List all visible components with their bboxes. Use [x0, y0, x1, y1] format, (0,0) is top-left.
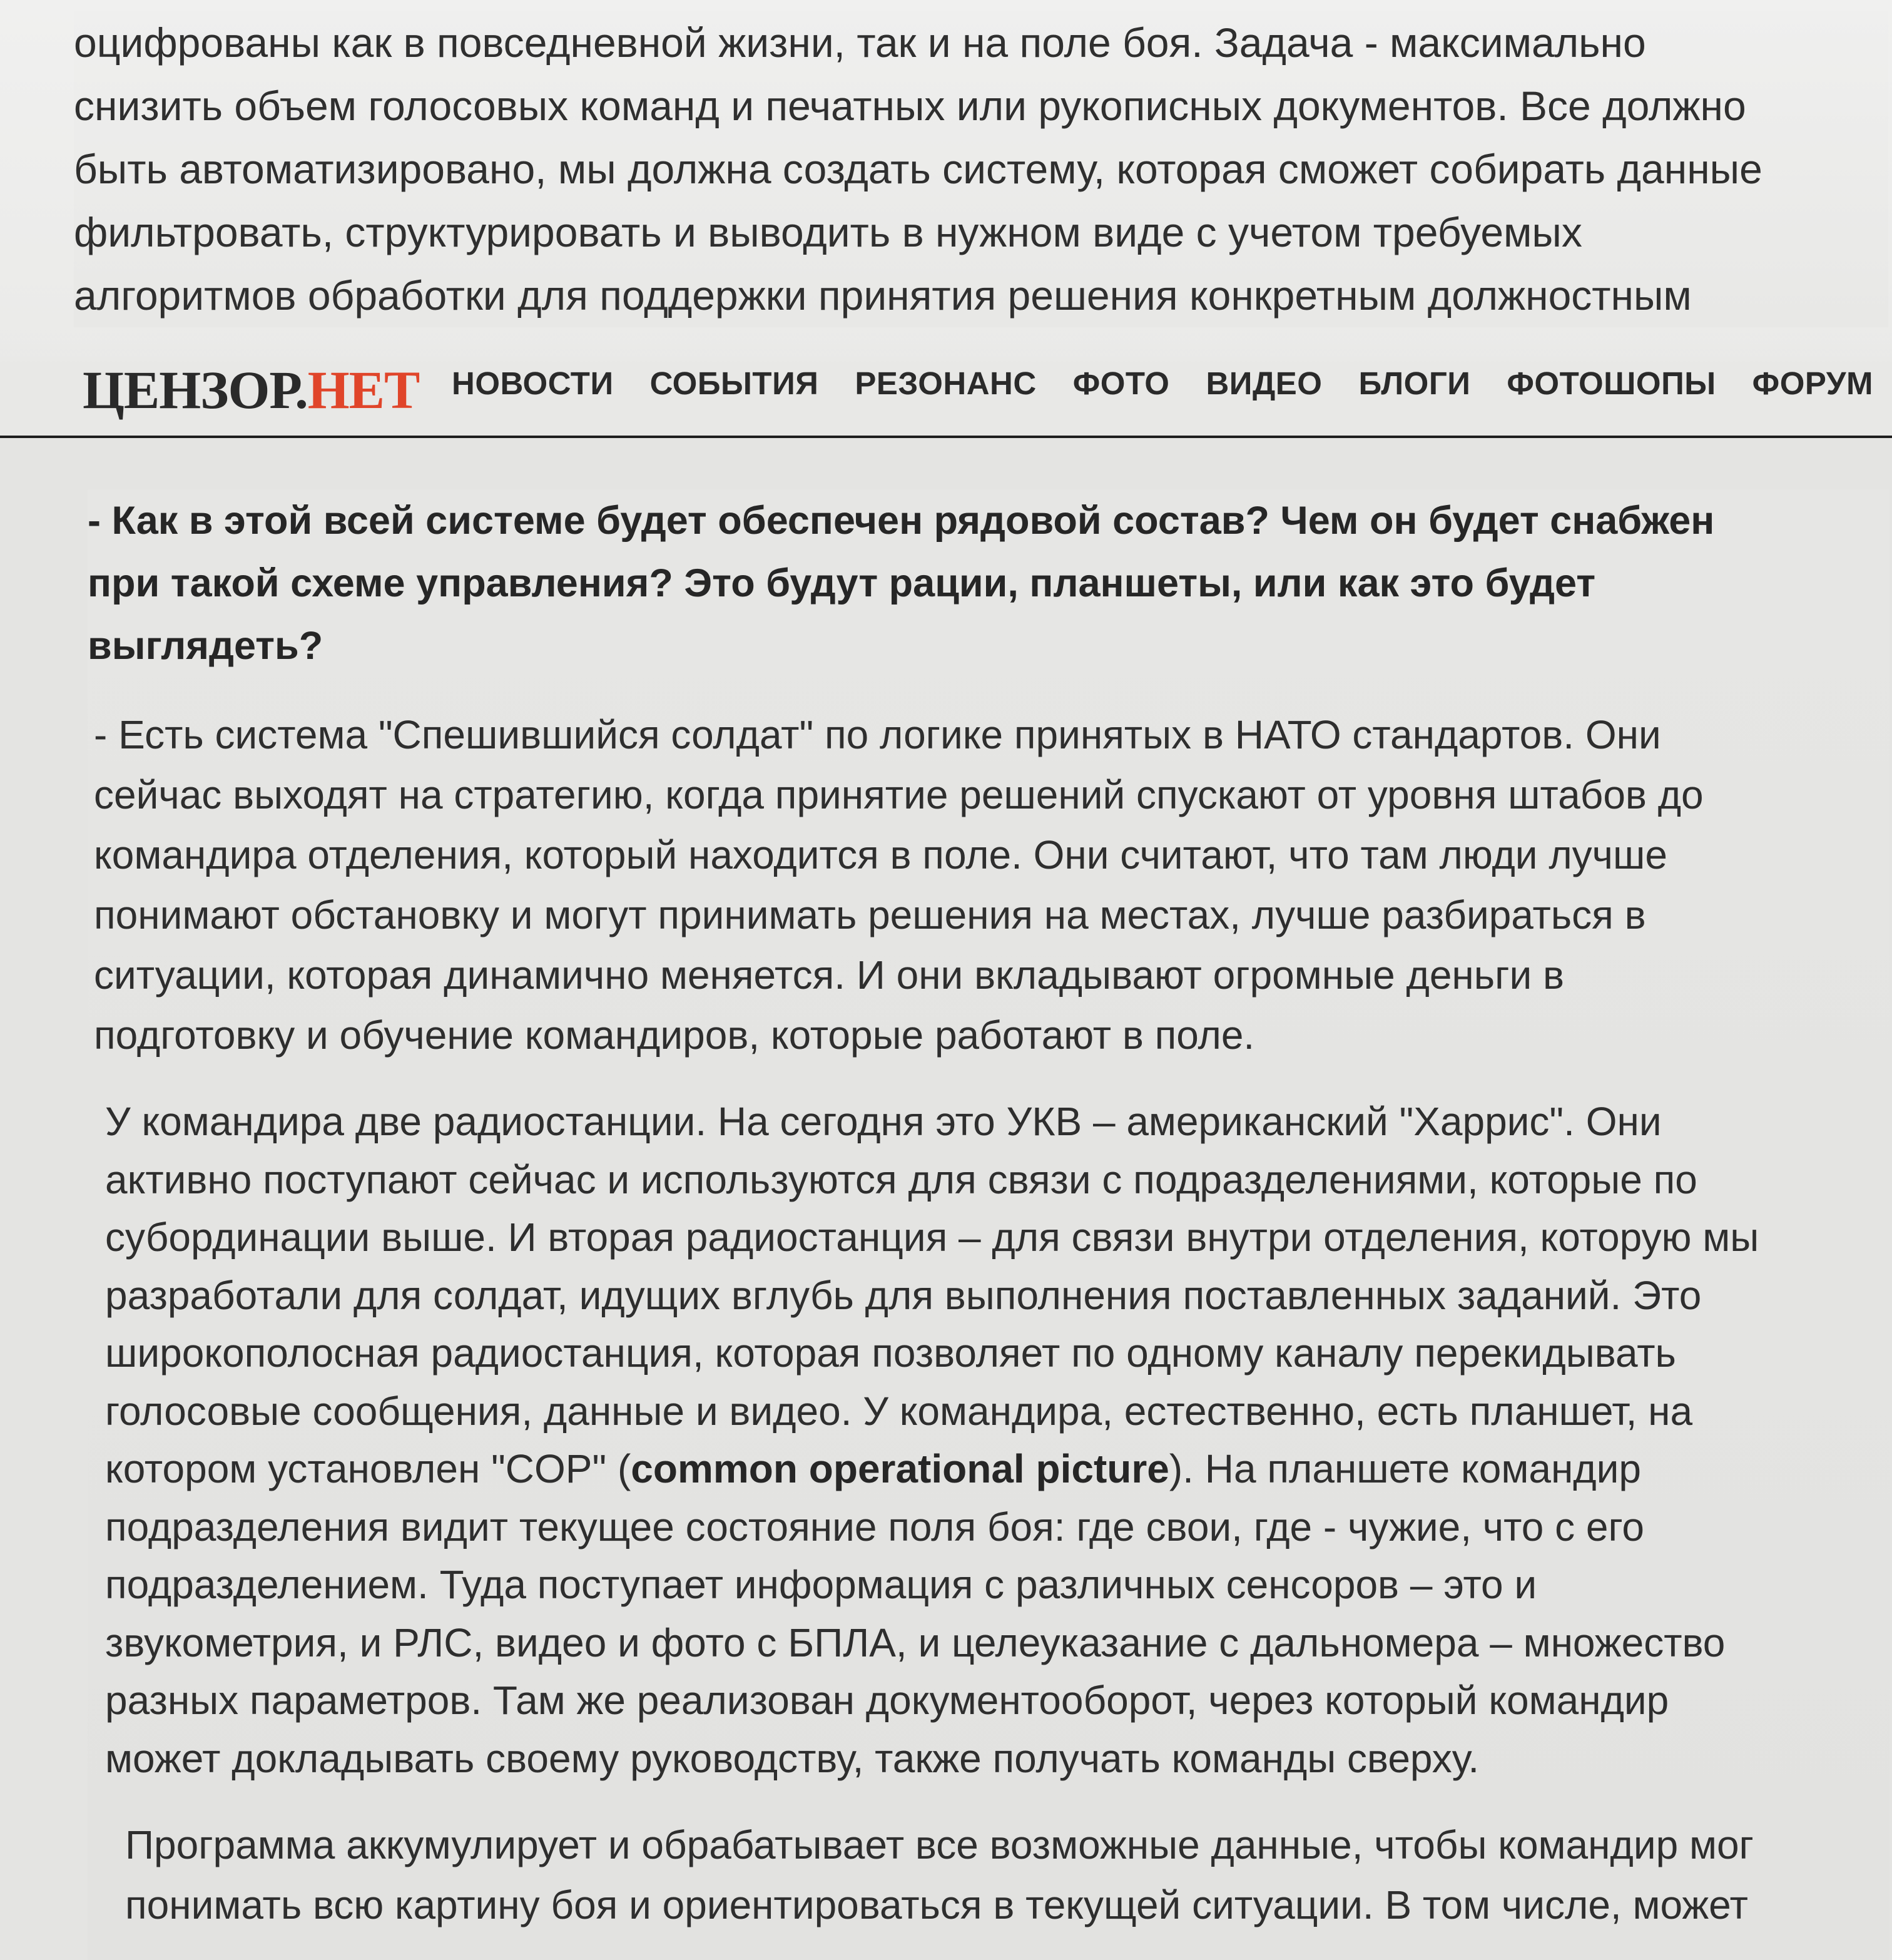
main-nav — [452, 365, 1892, 402]
logo-dot: . — [295, 360, 308, 420]
logo-part2: НЕТ — [307, 360, 420, 420]
nav-item-blogs[interactable]: БЛОГИ — [1358, 365, 1471, 401]
article-body — [88, 489, 1889, 1960]
text-line: активно поступают сейчас и используются для связи с подразделениями, которые по — [105, 1156, 1697, 1202]
text-line: звукометрия, и РЛС, видео и фото с БПЛА, и целеуказание с дальномера – множество — [105, 1620, 1726, 1665]
text-line: разных параметров. Там же реализован документооборот, через который командир — [105, 1678, 1669, 1723]
nav-item-video[interactable]: ВИДЕО — [1206, 365, 1323, 401]
nav-item-forum[interactable]: ФОРУМ — [1752, 365, 1873, 401]
site-logo[interactable] — [83, 359, 419, 421]
radio-paragraph — [105, 1093, 1889, 1787]
text-line: быть автоматизировано, мы должна создать систему, которая сможет собирать данные — [74, 146, 1762, 192]
nav-item-news[interactable]: НОВОСТИ — [452, 365, 614, 401]
text-line: - Есть система "Спешившийся солдат" по логике принятых в НАТО стандартов. Они — [94, 712, 1661, 757]
text-line: сейчас выходят на стратегию, когда принятие решений спускают от уровня штабов до — [94, 772, 1704, 817]
text-line: субординации выше. И вторая радиостанция – для связи внутри отделения, которую мы — [105, 1215, 1759, 1260]
text-line: алгоритмов обработки для поддержки принятия решения конкретным должностным — [74, 272, 1692, 319]
text-line: понимают обстановку и могут принимать решения на местах, лучше разбираться в — [94, 892, 1646, 937]
cop-bold-term: common operational picture — [631, 1446, 1169, 1491]
text-line: У командира две радиостанции. На сегодня это УКВ – американский "Харрис". Они — [105, 1099, 1662, 1144]
text-line: снизить объем голосовых команд и печатных или рукописных документов. Все должно — [74, 83, 1746, 129]
answer-paragraph — [94, 705, 1889, 1065]
text-line: подразделения видит текущее состояние поля боя: где свои, где - чужие, что с его — [105, 1504, 1644, 1549]
text-line: при такой схеме управления? Это будут рации, планшеты, или как это будет — [88, 561, 1596, 605]
previous-paragraph — [74, 11, 1888, 327]
text-line: ситуации, которая динамично меняется. И они вкладывают огромные деньги в — [94, 952, 1564, 998]
text-line: подразделением. Туда поступает информация с различных сенсоров – это и — [105, 1562, 1537, 1607]
text-line: подготовку и обучение командиров, которые работают в поле. — [94, 1013, 1255, 1058]
text-line: голосовые сообщения, данные и видео. У командира, естественно, есть планшет, на — [105, 1388, 1693, 1434]
text-line: Программа аккумулирует и обрабатывает все возможные данные, чтобы командир мог — [125, 1822, 1754, 1867]
text-line: широкополосная радиостанция, которая позволяет по одному каналу перекидывать — [105, 1330, 1676, 1376]
logo-part1: ЦЕНЗОР — [83, 360, 295, 420]
interview-question — [88, 489, 1889, 677]
text-line: фильтровать, структурировать и выводить в нужном виде с учетом требуемых — [74, 209, 1582, 255]
nav-item-photo[interactable]: ФОТО — [1072, 365, 1170, 401]
cop-prefix: котором установлен "COP" ( — [105, 1446, 631, 1491]
cop-suffix: ). На планшете командир — [1169, 1446, 1641, 1491]
text-line: понимать всю картину боя и ориентироваться в текущей ситуации. В том числе, может — [125, 1882, 1748, 1927]
text-line-cop — [105, 1440, 1889, 1498]
nav-item-resonance[interactable]: РЕЗОНАНС — [855, 365, 1037, 401]
program-paragraph — [125, 1815, 1889, 1935]
nav-item-photoshops[interactable]: ФОТОШОПЫ — [1507, 365, 1716, 401]
text-line: выглядеть? — [88, 624, 323, 668]
nav-item-events[interactable]: СОБЫТИЯ — [649, 365, 819, 401]
text-line: командира отделения, который находится в поле. Они считают, что там люди лучше — [94, 832, 1667, 877]
text-line: может докладывать своему руководству, также получать команды сверху. — [105, 1735, 1480, 1781]
text-line: оцифрованы как в повседневной жизни, так и на поле боя. Задача - максимально — [74, 19, 1646, 66]
text-line: - Как в этой всей системе будет обеспечен рядовой состав? Чем он будет снабжен — [88, 499, 1715, 543]
site-header — [0, 341, 1892, 438]
text-line: разработали для солдат, идущих вглубь для выполнения поставленных заданий. Это — [105, 1272, 1702, 1318]
